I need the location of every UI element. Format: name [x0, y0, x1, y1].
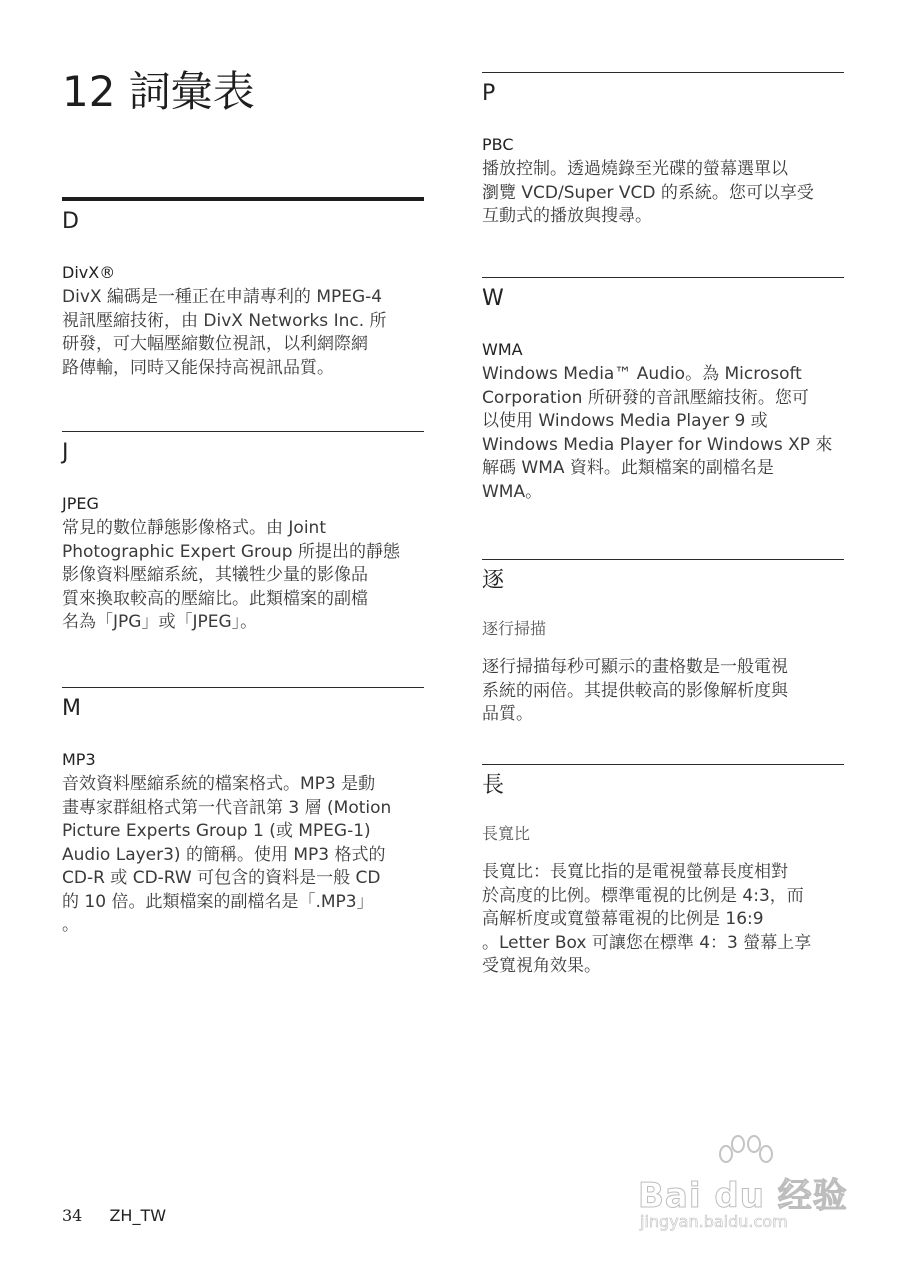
glossary-definition	[62, 773, 424, 938]
definition-line: 高解析度或寬螢幕電視的比例是 16:9	[482, 909, 764, 929]
watermark-url: jingyan.baidu.com	[640, 1212, 788, 1231]
page-footer	[62, 1206, 166, 1225]
glossary-term: JPEG	[62, 494, 99, 513]
definition-line: 視訊壓縮技術，由 DivX Networks Inc. 所	[62, 310, 387, 331]
definition-line: Windows Media Player for Windows XP 來	[482, 434, 833, 455]
definition-line: Corporation 所研發的音訊壓縮技術。您可	[482, 387, 809, 408]
section-letter: J	[62, 440, 69, 465]
definition-line: 播放控制。透過燒錄至光碟的螢幕選單以	[482, 159, 788, 179]
page-title: 12 詞彙表	[62, 67, 255, 116]
definition-line: Picture Experts Group 1 (或 MPEG-1)	[62, 821, 371, 841]
definition-line: Photographic Expert Group 所提出的靜態	[62, 541, 400, 562]
definition-line: 品質。	[482, 704, 533, 724]
page-number: 34	[62, 1206, 83, 1225]
definition-line: DivX 編碼是一種正在申請專利的 MPEG-4	[62, 287, 383, 307]
watermark-logo-text: Bai du 经验	[638, 1176, 848, 1216]
section-letter: M	[62, 696, 81, 721]
definition-line: WMA。	[482, 481, 543, 502]
definition-line: 影像資料壓縮系統，其犧牲少量的影像品	[62, 565, 368, 585]
definition-line: Windows Media™ Audio。為 Microsoft	[482, 364, 802, 384]
glossary-definition	[482, 363, 844, 504]
glossary-term: 逐行掃描	[482, 619, 547, 638]
definition-line: 畫專家群組格式第一代音訊第 3 層 (Motion	[62, 797, 392, 818]
glossary-definition	[62, 517, 424, 635]
definition-line: 於高度的比例。標準電視的比例是 4:3，而	[482, 885, 804, 906]
definition-line: 。	[62, 915, 79, 935]
glossary-term: 長寬比	[482, 824, 531, 843]
glossary-definition	[62, 286, 424, 380]
language-code: ZH_TW	[109, 1206, 167, 1225]
section-letter: P	[482, 81, 496, 106]
glossary-definition	[482, 656, 844, 727]
glossary-section-progressive	[482, 559, 844, 727]
glossary-section-aspect-ratio	[482, 764, 844, 979]
glossary-term: WMA	[482, 340, 523, 359]
definition-line: 逐行掃描每秒可顯示的畫格數是一般電視	[482, 657, 788, 677]
glossary-definition	[482, 158, 844, 229]
definition-line: 名為「JPG」或「JPEG」。	[62, 612, 258, 632]
glossary-section-d	[62, 197, 424, 380]
definition-line: 瀏覽 VCD/Super VCD 的系統。您可以享受	[482, 182, 814, 203]
definition-line: 系統的兩倍。其提供較高的影像解析度與	[482, 680, 788, 701]
definition-line: 受寬視角效果。	[482, 956, 601, 976]
baidu-jingyan-watermark	[636, 1132, 846, 1236]
section-letter: D	[62, 209, 79, 234]
glossary-section-j	[62, 431, 424, 635]
definition-line: 質來換取較高的壓縮比。此類檔案的副檔	[62, 588, 368, 609]
definition-line: Audio Layer3) 的簡稱。使用 MP3 格式的	[62, 844, 386, 865]
definition-line: 路傳輸，同時又能保持高視訊品質。	[62, 357, 334, 378]
section-letter: 逐	[482, 568, 505, 593]
definition-line: 長寬比：長寬比指的是電視螢幕長度相對	[482, 862, 788, 882]
definition-line: 。Letter Box 可讓您在標準 4：3 螢幕上享	[482, 932, 812, 953]
glossary-definition	[482, 861, 844, 979]
glossary-term: MP3	[62, 750, 96, 769]
definition-line: CD-R 或 CD-RW 可包含的資料是一般 CD	[62, 868, 381, 888]
glossary-section-m	[62, 687, 424, 938]
glossary-term: DivX®	[62, 263, 116, 282]
definition-line: 的 10 倍。此類檔案的副檔名是「.MP3」	[62, 891, 374, 912]
glossary-term: PBC	[482, 135, 514, 154]
section-letter: 長	[482, 773, 505, 798]
definition-line: 研發，可大幅壓縮數位視訊，以利網際網	[62, 334, 368, 354]
definition-line: 解碼 WMA 資料。此類檔案的副檔名是	[482, 458, 774, 478]
section-letter: W	[482, 286, 504, 311]
definition-line: 常見的數位靜態影像格式。由 Joint	[62, 518, 326, 538]
definition-line: 音效資料壓縮系統的檔案格式。MP3 是動	[62, 774, 376, 794]
glossary-section-w	[482, 277, 844, 504]
glossary-section-p	[482, 72, 844, 229]
definition-line: 以使用 Windows Media Player 9 或	[482, 411, 768, 431]
definition-line: 互動式的播放與搜尋。	[482, 206, 652, 226]
